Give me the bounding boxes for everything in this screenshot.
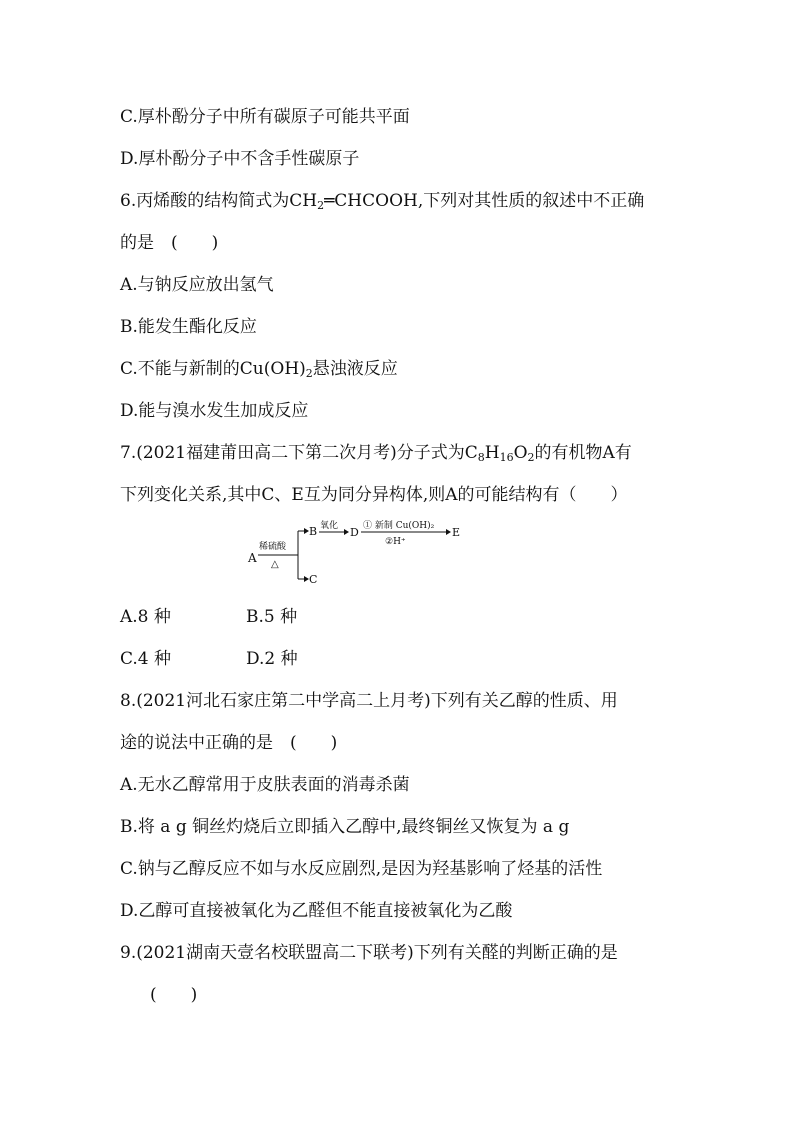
q6-option-b: B.能发生酯化反应 [120,317,257,337]
q6-option-d: D.能与溴水发生加成反应 [120,401,309,421]
q6-stem-line2: 的是 ( ) [120,233,219,253]
label-oxidation: 氧化 [320,521,339,531]
node-d: D [350,526,359,539]
q8-option-a: A.无水乙醇常用于皮肤表面的消毒杀菌 [120,775,410,795]
q8-option-b: B.将 a g 铜丝灼烧后立即插入乙醇中,最终铜丝又恢复为 a g [120,817,570,837]
label-step2: ②H⁺ [385,537,406,547]
node-a: A [248,551,257,565]
q6-option-c: C.不能与新制的$Cu(OH)_2$悬浊液反应 [120,359,398,380]
node-b: B [309,525,318,538]
q6-stem-line1: 6.丙烯酸的结构简式为$CH_2═CHCOOH$,下列对其性质的叙述中不正确 [120,191,645,212]
q7-option-c: C.4 种 [120,649,172,669]
node-c: C [309,573,318,586]
node-e: E [452,526,461,539]
label-heat: △ [271,559,279,570]
q5-option-c: C.厚朴酚分子中所有碳原子可能共平面 [120,107,410,127]
q8-stem-line2: 途的说法中正确的是 ( ) [120,733,338,753]
q9-stem-line1: 9.(2021湖南天壹名校联盟高二下联考)下列有关醛的判断正确的是 [120,943,618,963]
q6-option-a: A.与钠反应放出氢气 [120,275,274,295]
q8-option-c: C.钠与乙醇反应不如与水反应剧烈,是因为羟基影响了烃基的活性 [120,859,603,879]
q9-stem-line2: ( ) [150,985,198,1005]
q8-option-d: D.乙醇可直接被氧化为乙醛但不能直接被氧化为乙酸 [120,901,513,921]
q7-stem-line1: 7.(2021福建莆田高二下第二次月考)分子式为$C_8H_{16}O_2$的有机物A有 [120,443,632,464]
arrow-head-icon [446,529,451,535]
q7-stem-line2: 下列变化关系,其中C、E互为同分异构体,则A的可能结构有（ ） [120,485,628,505]
q5-option-d: D.厚朴酚分子中不含手性碳原子 [120,149,360,169]
label-dilute-sulfuric-acid: 稀硫酸 [259,542,287,552]
arrow-head-icon [344,529,349,535]
q7-option-b: B.5 种 [246,607,298,627]
q8-stem-line1: 8.(2021河北石家庄第二中学高二上月考)下列有关乙醇的性质、用 [120,691,618,711]
q7-option-d: D.2 种 [246,649,298,669]
reaction-scheme-diagram [240,518,480,590]
label-step1: ① 新制 Cu(OH)₂ [363,521,435,531]
q7-option-a: A.8 种 [120,607,171,627]
